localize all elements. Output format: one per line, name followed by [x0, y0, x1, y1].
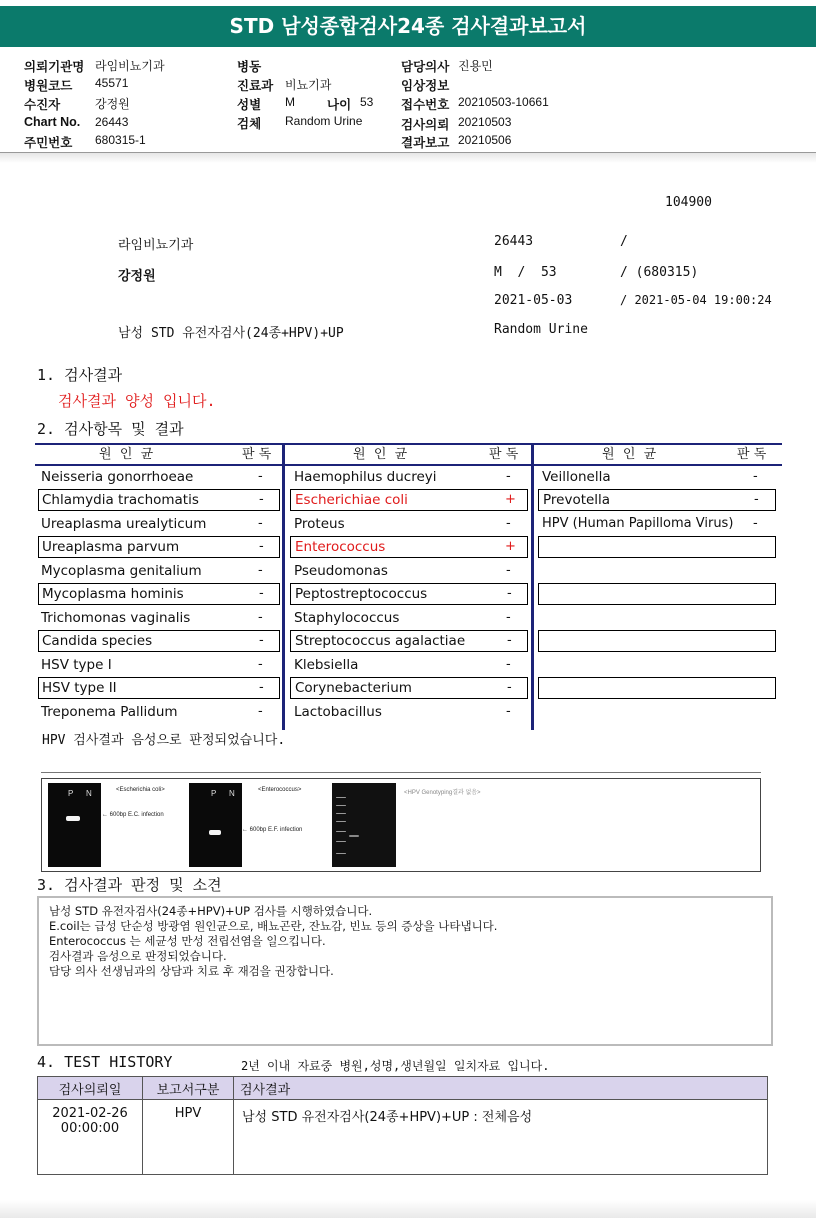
- organism-name: Klebsiella: [294, 657, 359, 673]
- judge-header: 판 독: [489, 447, 519, 462]
- table-row-empty: [538, 583, 776, 605]
- table-row: [538, 489, 776, 511]
- gel-title: <Escherichia coli>: [116, 787, 165, 793]
- page-bottom-shadow: [0, 1200, 816, 1218]
- result-mark: -: [507, 586, 512, 601]
- header-value: 라임비뇨기과: [95, 59, 165, 73]
- table-row: [38, 583, 280, 605]
- header-shadow: [0, 153, 816, 163]
- history-table: [37, 1076, 768, 1175]
- result-mark: -: [258, 657, 263, 672]
- history-date: 2021-02-26: [52, 1106, 128, 1121]
- section4-title: 4. TEST HISTORY: [37, 1053, 173, 1071]
- table-row: [38, 701, 280, 723]
- result-mark: -: [506, 469, 511, 484]
- lane-label: P: [211, 789, 217, 798]
- ladder-band: [336, 805, 346, 806]
- ladder-band: [336, 813, 346, 814]
- history-note: 2년 이내 자료중 병원,성명,생년월일 일치자료 입니다.: [241, 1059, 550, 1073]
- header-value: 26443: [95, 115, 129, 129]
- info-receive-date: 2021-05-03: [494, 293, 573, 308]
- history-col-type: 보고서구분: [143, 1077, 234, 1100]
- table-row: [38, 677, 280, 699]
- header-label: 수진자: [24, 98, 61, 112]
- history-header-row: [38, 1077, 768, 1100]
- result-mark: -: [754, 492, 759, 507]
- header-value: 진용민: [458, 59, 493, 73]
- organism-name: Treponema Pallidum: [41, 704, 178, 720]
- header-label: 검체: [237, 117, 262, 131]
- organism-name: Peptostreptococcus: [295, 586, 428, 602]
- lane-label: N: [229, 789, 235, 798]
- dna-band: [209, 830, 221, 835]
- header-value: M: [285, 95, 295, 109]
- organism-name: Corynebacterium: [295, 680, 412, 696]
- result-mark: -: [259, 539, 264, 554]
- gel-image-hpv: [332, 783, 396, 867]
- table-row: [290, 466, 528, 488]
- table-row: [290, 607, 528, 629]
- opinion-line: Enterococcus 는 세균성 만성 전립선염을 일으킵니다.: [49, 934, 326, 948]
- gel-caption: <HPV Genotyping결과 없음>: [404, 790, 481, 796]
- info-code: 104900: [665, 195, 712, 210]
- ladder-band: [336, 821, 346, 822]
- header-label: 나이: [327, 98, 352, 112]
- history-result: 남성 STD 유전자검사(24종+HPV)+UP : 전체음성: [234, 1100, 768, 1175]
- table-row: [38, 630, 280, 652]
- table-row: [290, 654, 528, 676]
- gel-image-ecoli: [48, 783, 101, 867]
- table-header-col2: [285, 443, 531, 466]
- ladder-band: [336, 853, 346, 854]
- table-row: [290, 630, 528, 652]
- organism-name: Staphylococcus: [294, 610, 400, 626]
- header-value: 45571: [95, 76, 129, 90]
- header-value: 20210503: [458, 115, 512, 129]
- report-title: STD 남성종합검사24종 검사결과보고서: [0, 6, 816, 47]
- result-mark: -: [506, 657, 511, 672]
- table-row-empty: [538, 677, 776, 699]
- organism-name: Chlamydia trachomatis: [42, 492, 199, 508]
- organism-name: HSV type II: [42, 680, 117, 696]
- result-mark: -: [506, 704, 511, 719]
- result-mark: -: [258, 610, 263, 625]
- organism-name: Neisseria gonorrhoeae: [41, 469, 194, 485]
- dna-band: [66, 816, 80, 821]
- table-row-empty: [538, 536, 776, 558]
- history-date-cell: [38, 1100, 143, 1175]
- opinion-line: 담당 의사 선생님과의 상담과 치료 후 재검을 권장합니다.: [49, 964, 334, 978]
- table-row: [290, 489, 528, 511]
- info-report-datetime: / 2021-05-04 19:00:24: [620, 293, 772, 307]
- history-type: HPV: [143, 1100, 234, 1175]
- organism-name: Streptococcus agalactiae: [295, 633, 466, 649]
- table-row: [538, 466, 776, 488]
- hpv-note: HPV 검사결과 음성으로 판정되었습니다.: [42, 733, 286, 748]
- ladder-band: [336, 841, 346, 842]
- table-row: [38, 654, 280, 676]
- table-header-col1: [35, 443, 282, 466]
- info-sex-age: M / 53: [494, 265, 557, 280]
- organism-name: Enterococcus: [295, 539, 386, 555]
- result-mark: +: [505, 539, 516, 554]
- table-row: [290, 677, 528, 699]
- result-summary: 검사결과 양성 입니다.: [58, 392, 216, 410]
- section2-title: 2. 검사항목 및 결과: [37, 420, 184, 438]
- info-chart: 26443: [494, 234, 534, 249]
- result-mark: -: [258, 469, 263, 484]
- ladder-band: [336, 797, 346, 798]
- gel-top-rule: [41, 772, 761, 773]
- gel-images: [41, 778, 761, 872]
- column-header: 원 인 균: [602, 447, 657, 462]
- opinion-line: 검사결과 음성으로 판정되었습니다.: [49, 949, 227, 963]
- result-mark: -: [753, 516, 758, 531]
- header-label: 병원코드: [24, 79, 73, 93]
- column-divider: [531, 443, 534, 730]
- organism-name: Ureaplasma urealyticum: [41, 516, 207, 532]
- organism-name: Mycoplasma genitalium: [41, 563, 202, 579]
- gel-title: <Enterococcus>: [258, 787, 302, 793]
- organism-name: Proteus: [294, 516, 345, 532]
- header-value: 비뇨기과: [285, 78, 332, 92]
- table-row: [290, 701, 528, 723]
- header-value: 20210506: [458, 133, 512, 147]
- table-row: [290, 513, 528, 535]
- header-label: Chart No.: [24, 115, 81, 129]
- table-row: [290, 536, 528, 558]
- organism-name: Ureaplasma parvum: [42, 539, 180, 555]
- organism-name: Pseudomonas: [294, 563, 388, 579]
- table-row: [38, 1100, 768, 1175]
- table-row: [290, 583, 528, 605]
- table-row: [38, 489, 280, 511]
- column-header: 원 인 균: [353, 447, 408, 462]
- table-row: [538, 513, 776, 535]
- result-mark: -: [258, 704, 263, 719]
- result-mark: -: [506, 610, 511, 625]
- result-mark: -: [507, 633, 512, 648]
- judge-header: 판 독: [242, 447, 272, 462]
- result-mark: -: [753, 469, 758, 484]
- info-hospital: 라임비뇨기과: [118, 238, 194, 253]
- table-row: [38, 513, 280, 535]
- header-label: 의뢰기관명: [24, 60, 85, 74]
- header-value: 680315-1: [95, 133, 146, 147]
- opinion-line: E.coil는 급성 단순성 방광염 원인균으로, 배뇨곤란, 잔뇨감, 빈뇨 등의 증상을 나타냅니다.: [49, 919, 498, 933]
- band-label: ← 600bp E.C. infection: [102, 812, 164, 818]
- opinion-line: 남성 STD 유전자검사(24종+HPV)+UP 검사를 시행하였습니다.: [49, 904, 373, 918]
- organism-name: Haemophilus ducreyi: [294, 469, 437, 485]
- column-divider: [282, 443, 285, 730]
- organism-name: Veillonella: [542, 469, 611, 485]
- organism-name: Candida species: [42, 633, 153, 649]
- result-mark: -: [259, 633, 264, 648]
- history-col-date: 검사의뢰일: [38, 1077, 143, 1100]
- table-row: [38, 466, 280, 488]
- section1-title: 1. 검사결과: [37, 366, 123, 384]
- info-birth: / (680315): [620, 265, 699, 280]
- result-mark: +: [505, 492, 516, 507]
- table-row: [38, 560, 280, 582]
- header-label: 담당의사: [401, 60, 450, 74]
- table-row-empty: [538, 630, 776, 652]
- gel-image-enterococcus: [189, 783, 242, 867]
- header-label: 진료과: [237, 79, 274, 93]
- header-value: 20210503-10661: [458, 95, 549, 109]
- header-label: 결과보고: [401, 136, 450, 150]
- table-header-col3: [534, 443, 782, 466]
- table-row: [38, 536, 280, 558]
- header-row-hospital: [24, 57, 84, 75]
- info-patient: 강정원: [118, 269, 156, 284]
- organism-name: HSV type I: [41, 657, 112, 673]
- ladder-band: [336, 831, 346, 832]
- header-label: 임상정보: [401, 79, 450, 93]
- organism-name: Trichomonas vaginalis: [41, 610, 191, 626]
- info-test-name: 남성 STD 유전자검사(24종+HPV)+UP: [118, 326, 344, 341]
- table-row: [290, 560, 528, 582]
- organism-name: Mycoplasma hominis: [42, 586, 184, 602]
- table-row: [38, 607, 280, 629]
- control-band: [349, 835, 359, 837]
- info-specimen: Random Urine: [494, 322, 588, 337]
- history-col-result: 검사결과: [234, 1077, 768, 1100]
- header-label: 성별: [237, 98, 262, 112]
- header-label: 주민번호: [24, 136, 73, 150]
- header-label: 병동: [237, 60, 262, 74]
- header-label: 접수번호: [401, 98, 450, 112]
- result-mark: -: [259, 586, 264, 601]
- header-value: Random Urine: [285, 114, 363, 128]
- result-mark: -: [259, 492, 264, 507]
- band-label: ← 600bp E.F. infection: [242, 827, 303, 833]
- header-value: 강정원: [95, 97, 130, 111]
- lane-label: P: [68, 789, 74, 798]
- judge-header: 판 독: [737, 447, 767, 462]
- organism-name: Prevotella: [543, 492, 611, 508]
- info-slash: /: [620, 234, 628, 249]
- opinion-box: [37, 896, 773, 1046]
- result-mark: -: [258, 516, 263, 531]
- organism-name: Escherichiae coli: [295, 492, 408, 508]
- section3-title: 3. 검사결과 판정 및 소견: [37, 876, 222, 894]
- history-time: 00:00:00: [60, 1121, 120, 1136]
- result-mark: -: [506, 516, 511, 531]
- result-mark: -: [258, 563, 263, 578]
- organism-name: HPV (Human Papilloma Virus): [542, 516, 734, 531]
- result-mark: -: [259, 680, 264, 695]
- header-value: 53: [360, 95, 374, 109]
- header-label: 검사의뢰: [401, 118, 450, 132]
- result-mark: -: [507, 680, 512, 695]
- column-header: 원 인 균: [99, 447, 154, 462]
- lane-label: N: [86, 789, 92, 798]
- organism-name: Lactobacillus: [294, 704, 382, 720]
- result-mark: -: [506, 563, 511, 578]
